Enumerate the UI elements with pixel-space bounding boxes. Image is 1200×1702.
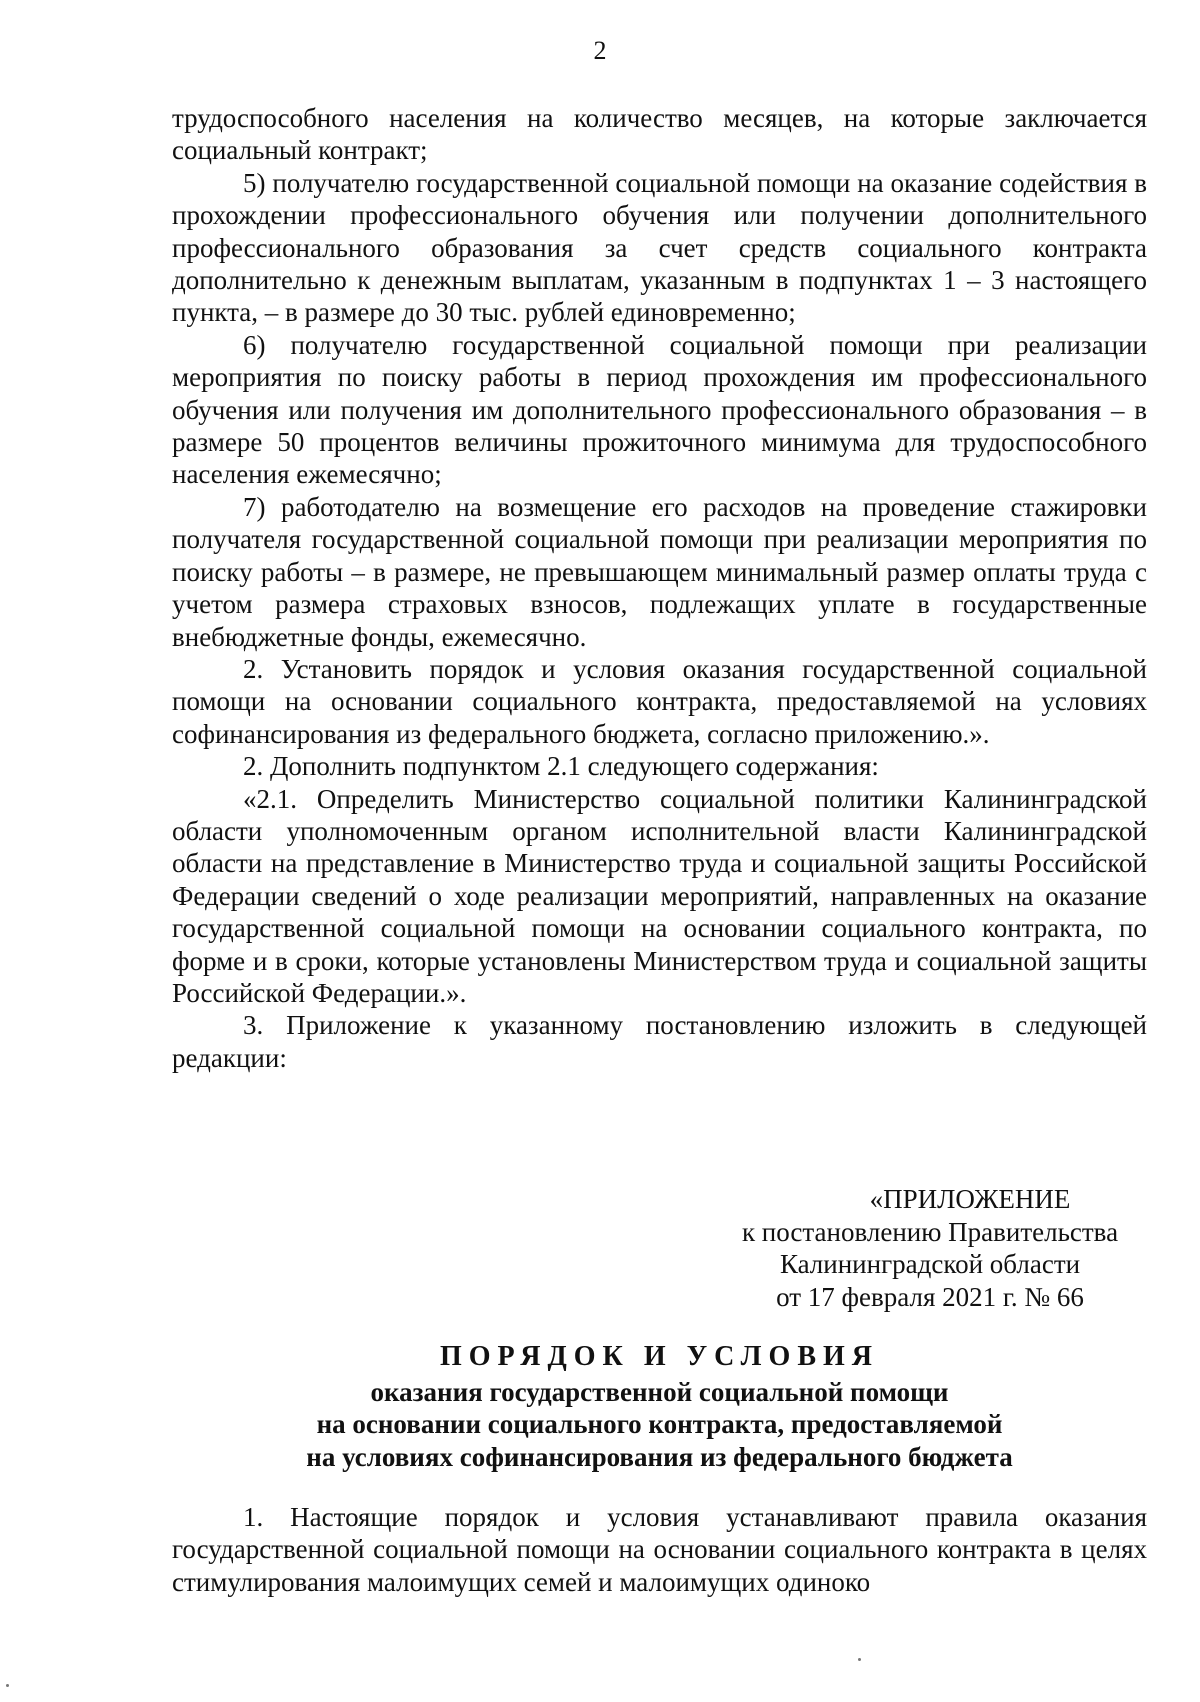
page-number: 2 bbox=[593, 36, 607, 65]
body-text bbox=[172, 102, 1147, 1074]
appendix-title: «ПРИЛОЖЕНИЕ bbox=[869, 1184, 1071, 1214]
paragraph-item-6: 6) получателю государственной социальной помощи при реализации мероприятия по поиску работы в период прохождения им профессионального обучения или получения им дополнительного профессионального образования – в размере 50 процентов величины прожиточного минимума для трудоспособного населения ежемесячно; bbox=[172, 329, 1147, 490]
appendix-line-resolution: к постановлению Правительства bbox=[741, 1216, 1119, 1247]
document-title-line-2: на основании социального контракта, предоставляемой bbox=[316, 1409, 1003, 1439]
appendix-block bbox=[720, 1183, 1140, 1313]
appendix-line-date: от 17 февраля 2021 г. № 66 bbox=[776, 1281, 1084, 1312]
document-title bbox=[172, 1341, 1147, 1473]
paragraph-subpoint-2-1: «2.1. Определить Министерство социальной политики Калининградской области уполномоченным органом исполнительной власти Калининградской области на представление в Министерство труда и социальной защиты Российской Федерации сведений о ходе реализации мероприятий, направленных на оказание государственной социальной помощи на основании социального контракта, по форме и в сроки, которые установлены Министерством труда и социальной защиты Российской Федерации.». bbox=[172, 783, 1147, 1008]
document-title-line-3: на условиях софинансирования из федерального бюджета bbox=[306, 1441, 1013, 1472]
paragraph-point-2-supplement: 2. Дополнить подпунктом 2.1 следующего содержания: bbox=[243, 751, 879, 782]
paragraph-item-7: 7) работодателю на возмещение его расходов на проведение стажировки получателя государственной социальной помощи при реализации мероприятия по поиску работы – в размере, не превышающем минимальный размер оплаты труда с учетом размера страховых взносов, подлежащих уплате в государственные внебюджетные фонды, ежемесячно. bbox=[172, 491, 1147, 652]
paragraph-continuation: трудоспособного населения на количество месяцев, на которые заключается социальный контракт; bbox=[172, 103, 1147, 166]
paragraph-item-5: 5) получателю государственной социальной помощи на оказание содействия в прохождении профессионального обучения или получении дополнительного профессионального образования за счет средств социального контракта дополнительно к денежным выплатам, указанным в подпунктах 1 – 3 настоящего пункта, – в размере до 30 тыс. рублей единовременно; bbox=[172, 167, 1147, 328]
appendix-line-region: Калининградской области bbox=[779, 1249, 1081, 1279]
scan-speck bbox=[6, 1684, 9, 1687]
document-title-heading: ПОРЯДОК И УСЛОВИЯ bbox=[439, 1341, 879, 1372]
paragraph-point-3: 3. Приложение к указанному постановлению изложить в следующей редакции: bbox=[172, 1010, 1147, 1073]
paragraph-point-2-establish: 2. Установить порядок и условия оказания государственной социальной помощи на основании социального контракта, предоставляемой на условиях софинансирования из федерального бюджета, согласно приложению.». bbox=[172, 653, 1147, 749]
document-title-line-1: оказания государственной социальной помощи bbox=[370, 1376, 949, 1407]
paragraph-procedure-1: 1. Настоящие порядок и условия устанавливают правила оказания государственной социальной помощи на основании социального контракта в целях стимулирования малоимущих семей и малоимущих одиноко bbox=[172, 1502, 1147, 1597]
closing-text bbox=[172, 1501, 1147, 1598]
scan-speck bbox=[858, 1658, 861, 1661]
